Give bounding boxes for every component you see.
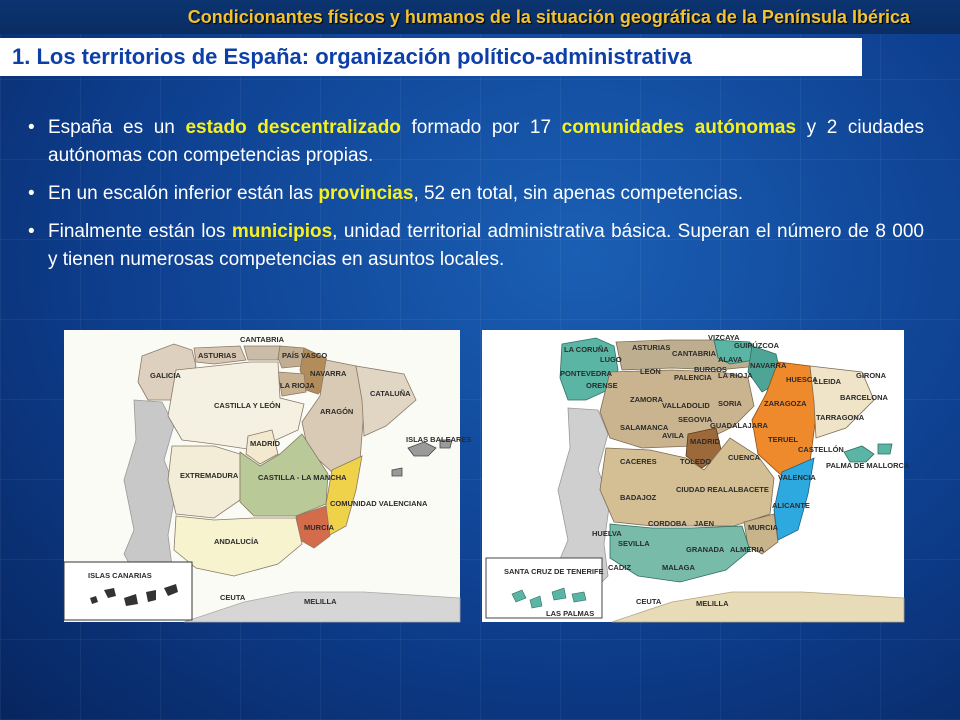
- label-tenerife: SANTA CRUZ DE TENERIFE: [504, 567, 604, 576]
- label-aragon: ARAGÓN: [320, 407, 354, 416]
- map-provinces: [482, 330, 910, 622]
- bullet-item: [28, 114, 924, 170]
- label-asturias: ASTURIAS: [198, 351, 237, 360]
- label-lleida: LLEIDA: [814, 377, 842, 386]
- region-cantabria: [244, 346, 280, 360]
- highlight-term: estado descentralizado: [185, 117, 401, 138]
- label-teruel: TERUEL: [768, 435, 798, 444]
- label-castilla-mancha: CASTILLA - LA MANCHA: [258, 473, 347, 482]
- label-cuenca: CUENCA: [728, 453, 761, 462]
- highlight-term: comunidades autónomas: [561, 117, 797, 138]
- label-orense: ORENSE: [586, 381, 618, 390]
- label-guadalajara: GUADALAJARA: [710, 421, 768, 430]
- label-ciudad-real: CIUDAD REAL: [676, 485, 728, 494]
- label-la-rioja: LA RIOJA: [280, 381, 315, 390]
- bullet-text: formado por 17: [400, 117, 562, 138]
- section-title: 1. Los territorios de España: organización político-administrativa: [12, 44, 692, 69]
- label-alicante: ALICANTE: [772, 501, 810, 510]
- header-bar: [0, 0, 960, 34]
- label-asturias: ASTURIAS: [632, 343, 671, 352]
- label-alava: ALAVA: [718, 355, 743, 364]
- label-andalucia: ANDALUCÍA: [214, 537, 259, 546]
- label-castellon: CASTELLÓN: [798, 445, 844, 454]
- bullet-item: [28, 218, 924, 274]
- highlight-term: provincias: [318, 183, 414, 204]
- label-cadiz: CADIZ: [608, 563, 631, 572]
- label-salamanca: SALAMANCA: [620, 423, 669, 432]
- bullet-item: [28, 180, 924, 208]
- label-albacete: ALBACETE: [728, 485, 769, 494]
- label-palma: PALMA DE MALLORCA: [826, 461, 910, 470]
- label-girona: GIRONA: [856, 371, 886, 380]
- label-las-palmas: LAS PALMAS: [546, 609, 595, 618]
- label-valladolid: VALLADOLID: [662, 401, 710, 410]
- bullet-text: , 52 en total, sin apenas competencias.: [413, 183, 743, 204]
- label-soria: SORIA: [718, 399, 742, 408]
- label-galicia: GALICIA: [150, 371, 181, 380]
- label-jaen: JAEN: [694, 519, 715, 528]
- label-badajoz: BADAJOZ: [620, 493, 657, 502]
- label-navarra: NAVARRA: [310, 369, 347, 378]
- bullet-text: España es un: [48, 117, 186, 138]
- label-canarias: ISLAS CANARIAS: [88, 571, 152, 580]
- label-leon: LEON: [640, 367, 661, 376]
- label-ceuta: CEUTA: [220, 593, 246, 602]
- label-extremadura: EXTREMADURA: [180, 471, 239, 480]
- bullet-marker: •: [28, 183, 35, 204]
- label-cantabria: CANTABRIA: [672, 349, 717, 358]
- label-cantabria: CANTABRIA: [240, 335, 285, 344]
- bullet-text: En un escalón inferior están las: [48, 183, 319, 204]
- label-zamora: ZAMORA: [630, 395, 663, 404]
- highlight-term: municipios: [231, 221, 333, 242]
- label-la-rioja: LA RIOJA: [718, 371, 753, 380]
- label-valencia: VALENCIA: [778, 473, 816, 482]
- section-title-bar: [0, 38, 862, 76]
- label-baleares: ISLAS BALEARES: [406, 435, 472, 444]
- label-avila: AVILA: [662, 431, 684, 440]
- label-cataluna: CATALUÑA: [370, 389, 411, 398]
- label-granada: GRANADA: [686, 545, 725, 554]
- label-vizcaya: VIZCAYA: [708, 333, 740, 342]
- map-autonomous-communities: [64, 330, 472, 622]
- label-lugo: LUGO: [600, 355, 622, 364]
- label-palencia: PALENCIA: [674, 373, 712, 382]
- label-burgos: BURGOS: [694, 365, 727, 374]
- bullet-marker: •: [28, 117, 35, 138]
- label-guipuzcoa: GUIPÚZCOA: [734, 341, 779, 350]
- label-almeria: ALMERIA: [730, 545, 765, 554]
- label-melilla: MELILLA: [304, 597, 337, 606]
- label-cordoba: CORDOBA: [648, 519, 687, 528]
- label-malaga: MALAGA: [662, 563, 695, 572]
- label-huelva: HUELVA: [592, 529, 622, 538]
- label-murcia: MURCIA: [304, 523, 334, 532]
- label-castilla-leon: CASTILLA Y LEÓN: [214, 401, 281, 410]
- label-pais-vasco: PAÍS VASCO: [282, 351, 328, 360]
- label-pontevedra: PONTEVEDRA: [560, 369, 613, 378]
- label-ceuta: CEUTA: [636, 597, 662, 606]
- label-valenciana: COMUNIDAD VALENCIANA: [330, 499, 428, 508]
- region-extremadura: [168, 446, 240, 518]
- label-zaragoza: ZARAGOZA: [764, 399, 807, 408]
- label-coruna: LA CORUÑA: [564, 345, 609, 354]
- label-toledo: TOLEDO: [680, 457, 712, 466]
- bullet-text: Finalmente están los: [48, 221, 232, 242]
- bullet-text: y 2 ciudades autónomas con competencias propias.: [48, 117, 924, 166]
- label-tarragona: TARRAGONA: [816, 413, 865, 422]
- label-murcia: MURCIA: [748, 523, 778, 532]
- label-sevilla: SEVILLA: [618, 539, 650, 548]
- label-madrid: MADRID: [690, 437, 720, 446]
- label-melilla: MELILLA: [696, 599, 729, 608]
- bullet-marker: •: [28, 221, 35, 242]
- label-madrid: MADRID: [250, 439, 280, 448]
- bullet-list: [28, 114, 924, 284]
- label-navarra: NAVARRA: [750, 361, 787, 370]
- label-barcelona: BARCELONA: [840, 393, 888, 402]
- presentation-title: Condicionantes físicos y humanos de la situación geográfica de la Península Ibérica: [187, 7, 910, 27]
- label-huesca: HUESCA: [786, 375, 818, 384]
- label-caceres: CACERES: [620, 457, 657, 466]
- bullet-text: , unidad territorial administrativa básica. Superan el número de 8 000 y tienen numerosas competencias en asuntos locales.: [48, 221, 924, 270]
- label-segovia: SEGOVIA: [678, 415, 713, 424]
